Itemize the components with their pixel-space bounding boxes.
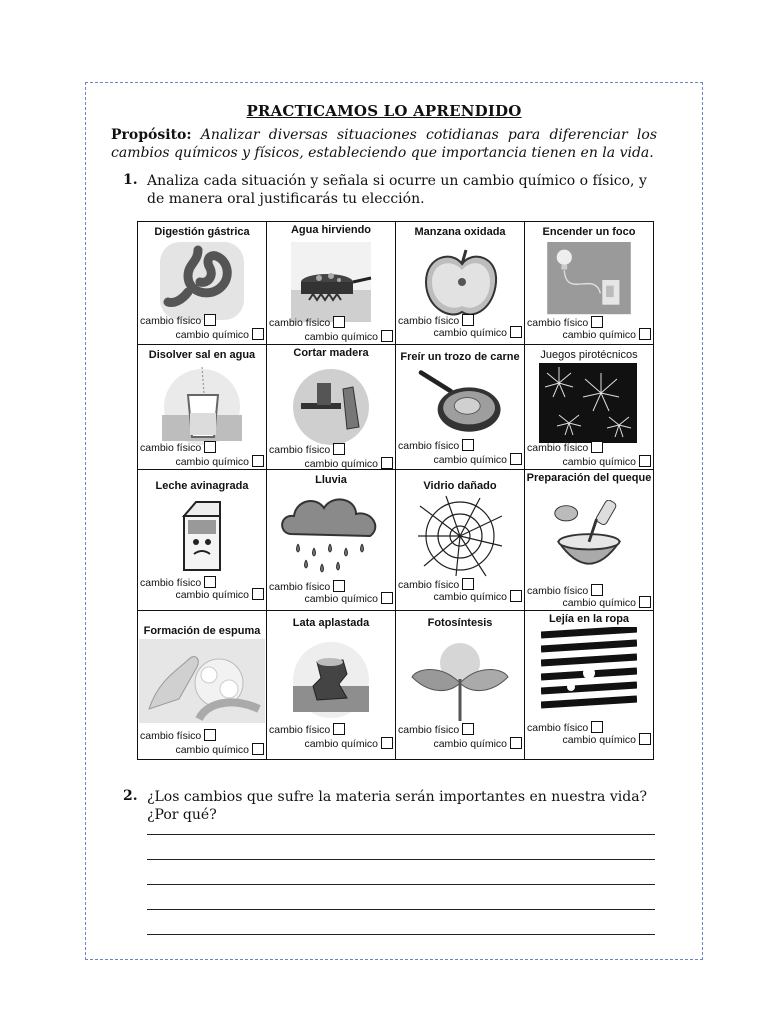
boiling-pot-icon [287, 242, 375, 322]
option-cambio-fisico: cambio físico [398, 723, 474, 736]
crushed-can-icon [287, 633, 375, 727]
cell-freir-carne [396, 345, 525, 470]
cell-formacion-espuma [138, 611, 267, 760]
apple-icon [416, 242, 504, 322]
mixing-bowl-icon [545, 500, 633, 576]
light-bulb-icon [545, 242, 633, 318]
checkbox-fisico[interactable] [591, 441, 603, 453]
cell-manzana-oxidada [396, 222, 525, 345]
option-cambio-fisico: cambio físico [140, 314, 216, 327]
option-cambio-quimico: cambio químico [433, 590, 522, 603]
cell-label: Leche avinagrada [155, 480, 249, 492]
question-2-text: ¿Los cambios que sufre la materia serán importantes en nuestra vida? ¿Por qué? [147, 789, 648, 823]
checkbox-fisico[interactable] [462, 578, 474, 590]
cell-vidrio-danado [396, 470, 525, 611]
option-cambio-quimico: cambio químico [433, 453, 522, 466]
option-cambio-fisico: cambio físico [269, 723, 345, 736]
checkbox-fisico[interactable] [204, 441, 216, 453]
option-cambio-fisico: cambio físico [269, 580, 345, 593]
checkbox-fisico[interactable] [333, 723, 345, 735]
checkbox-fisico[interactable] [204, 576, 216, 588]
question-1-number: 1. [123, 172, 138, 188]
cell-agua-hirviendo [267, 222, 396, 345]
axe-icon [287, 365, 375, 445]
cell-label: Vidrio dañado [423, 480, 497, 492]
cell-label: Encender un foco [542, 226, 636, 238]
checkbox-fisico[interactable] [204, 729, 216, 741]
checkbox-quimico[interactable] [252, 588, 264, 600]
checkbox-quimico[interactable] [639, 328, 651, 340]
checkbox-quimico[interactable] [510, 453, 522, 465]
option-cambio-fisico: cambio físico [527, 584, 603, 597]
page-title: PRACTICAMOS LO APRENDIDO [246, 102, 522, 120]
option-cambio-fisico: cambio físico [140, 441, 216, 454]
option-cambio-quimico: cambio químico [433, 737, 522, 750]
checkbox-fisico[interactable] [333, 316, 345, 328]
cell-label: Juegos pirotécnicos [540, 349, 638, 361]
option-cambio-quimico: cambio químico [304, 457, 393, 470]
cell-label: Lejía en la ropa [548, 613, 630, 625]
question-1-text: Analiza cada situación y señala si ocurre un cambio químico o físico, y de manera oral justificarás tu elección. [147, 173, 647, 207]
checkbox-quimico[interactable] [252, 328, 264, 340]
option-cambio-fisico: cambio físico [269, 316, 345, 329]
option-cambio-fisico: cambio físico [527, 316, 603, 329]
cell-preparacion-queque [525, 470, 654, 611]
option-cambio-fisico: cambio físico [398, 578, 474, 591]
cell-lejia-ropa [525, 611, 654, 760]
milk-carton-icon [158, 496, 246, 576]
option-cambio-quimico: cambio químico [562, 328, 651, 341]
purpose-label: Propósito [111, 127, 187, 143]
cell-cortar-madera [267, 345, 396, 470]
foam-hands-icon [139, 639, 265, 723]
stomach-icon [158, 242, 246, 322]
option-cambio-quimico: cambio químico [175, 455, 264, 468]
cell-juegos-pirotecnicos [525, 345, 654, 470]
option-cambio-fisico: cambio físico [398, 439, 474, 452]
striped-shirt-icon [541, 627, 637, 717]
checkbox-fisico[interactable] [204, 314, 216, 326]
cell-disolver-sal [138, 345, 267, 470]
checkbox-fisico[interactable] [333, 443, 345, 455]
checkbox-quimico[interactable] [252, 743, 264, 755]
cell-label: Lata aplastada [292, 617, 370, 629]
option-cambio-fisico: cambio físico [527, 441, 603, 454]
situations-table [137, 221, 654, 760]
answer-line[interactable] [147, 884, 655, 885]
cell-leche-avinagrada [138, 470, 267, 611]
cell-label: Agua hirviendo [290, 224, 372, 236]
cell-label: Fotosíntesis [427, 617, 493, 629]
checkbox-quimico[interactable] [510, 737, 522, 749]
option-cambio-quimico: cambio químico [175, 588, 264, 601]
cell-label: Disolver sal en agua [148, 349, 256, 361]
cell-label: Freír un trozo de carne [400, 351, 520, 363]
checkbox-fisico[interactable] [462, 314, 474, 326]
checkbox-fisico[interactable] [462, 723, 474, 735]
checkbox-quimico[interactable] [381, 330, 393, 342]
option-cambio-quimico: cambio químico [175, 743, 264, 756]
option-cambio-quimico: cambio químico [433, 326, 522, 339]
checkbox-quimico[interactable] [639, 596, 651, 608]
cell-fotosintesis [396, 611, 525, 760]
purpose-paragraph: Propósito: Analizar diversas situaciones cotidianas para diferenciar los cambios químicos y físicos, estableciendo que importancia tienen en la vida. [111, 127, 657, 161]
checkbox-fisico[interactable] [333, 580, 345, 592]
cell-label: Manzana oxidada [414, 226, 506, 238]
answer-line[interactable] [147, 909, 655, 910]
option-cambio-quimico: cambio químico [175, 328, 264, 341]
question-2-number: 2. [123, 788, 138, 804]
option-cambio-quimico: cambio químico [304, 592, 393, 605]
cell-label: Cortar madera [293, 347, 369, 359]
checkbox-quimico[interactable] [510, 326, 522, 338]
checkbox-quimico[interactable] [381, 457, 393, 469]
option-cambio-quimico: cambio químico [304, 330, 393, 343]
cell-label: Digestión gástrica [154, 226, 250, 238]
checkbox-fisico[interactable] [591, 721, 603, 733]
option-cambio-quimico: cambio químico [304, 737, 393, 750]
broken-glass-icon [416, 494, 504, 578]
cell-encender-foco [525, 222, 654, 345]
answer-line[interactable] [147, 834, 655, 835]
option-cambio-fisico: cambio físico [398, 314, 474, 327]
fireworks-icon [539, 363, 637, 443]
cell-lluvia [267, 470, 396, 611]
option-cambio-fisico: cambio físico [527, 721, 603, 734]
cell-lata-aplastada [267, 611, 396, 760]
plant-icon [404, 633, 516, 723]
checkbox-quimico[interactable] [252, 455, 264, 467]
cell-digestion [138, 222, 267, 345]
checkbox-quimico[interactable] [381, 737, 393, 749]
answer-line[interactable] [147, 934, 655, 935]
cell-label: Formación de espuma [143, 625, 261, 637]
option-cambio-fisico: cambio físico [269, 443, 345, 456]
option-cambio-fisico: cambio físico [140, 576, 216, 589]
option-cambio-quimico: cambio químico [562, 733, 651, 746]
checkbox-quimico[interactable] [381, 592, 393, 604]
cell-label: Lluvia [315, 474, 347, 486]
purpose-text: Analizar diversas situaciones cotidianas para diferenciar los cambios químicos y físicos, estableciendo que importancia tienen en la vida. [111, 127, 657, 161]
checkbox-fisico[interactable] [591, 316, 603, 328]
checkbox-quimico[interactable] [510, 590, 522, 602]
frying-pan-icon [398, 367, 518, 441]
checkbox-fisico[interactable] [591, 584, 603, 596]
answer-line[interactable] [147, 859, 655, 860]
rain-cloud-icon [275, 488, 387, 578]
glass-icon [158, 365, 246, 445]
checkbox-quimico[interactable] [639, 733, 651, 745]
option-cambio-quimico: cambio químico [562, 596, 651, 609]
option-cambio-fisico: cambio físico [140, 729, 216, 742]
checkbox-quimico[interactable] [639, 455, 651, 467]
option-cambio-quimico: cambio químico [562, 455, 651, 468]
checkbox-fisico[interactable] [462, 439, 474, 451]
cell-label: Preparación del queque [526, 472, 652, 484]
